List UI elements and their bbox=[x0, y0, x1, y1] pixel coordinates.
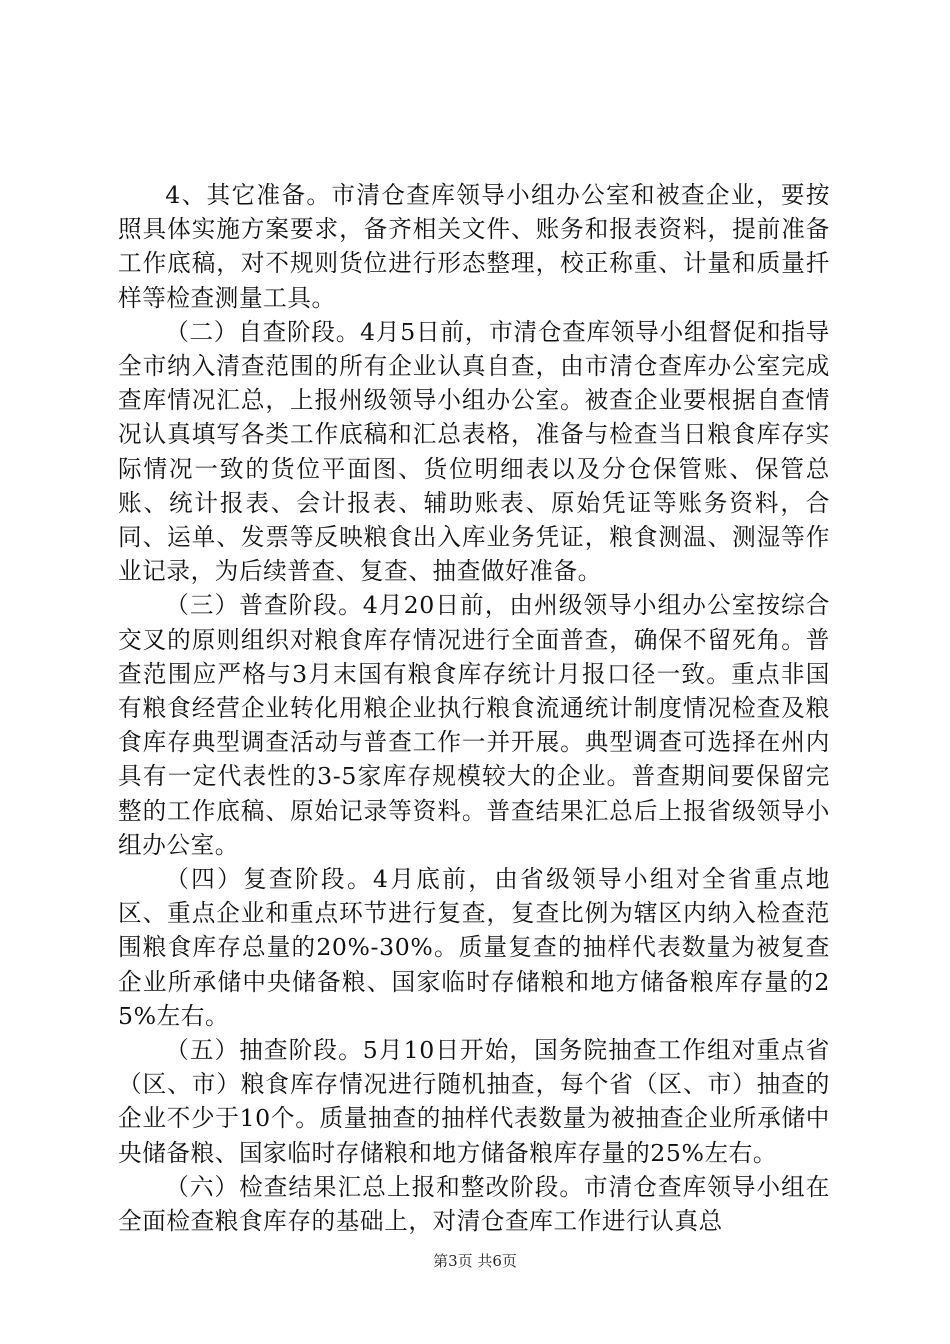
paragraph-review-stage: （四）复查阶段。4月底前，由省级领导小组对全省重点地区、重点企业和重点环节进行复查，复查比例为辖区内纳入检查范围粮食库存总量的20%-30%。质量复查的抽样代表数量为被复查企业所承储中央储备粮、国家临时存储粮和地方储备粮库存量的25%左右。 bbox=[118, 865, 830, 1030]
paragraph-spot-check-stage: （五）抽查阶段。5月10日开始，国务院抽查工作组对重点省（区、市）粮食库存情况进行随机抽查，每个省（区、市）抽查的企业不少于10个。质量抽查的抽样代表数量为被抽查企业所承储中央储备粮、国家临时存储粮和地方储备粮库存量的25%左右。 bbox=[118, 1036, 830, 1167]
paragraph-summary-rectification-stage: （六）检查结果汇总上报和整改阶段。市清仓查库领导小组在全面检查粮食库存的基础上，对清仓查库工作进行认真总 bbox=[118, 1172, 830, 1236]
document-body bbox=[118, 178, 830, 1238]
paragraph-general-survey-stage: （三）普查阶段。4月20日前，由州级领导小组办公室按综合交叉的原则组织对粮食库存情况进行全面普查，确保不留死角。普查范围应严格与3月末国有粮食库存统计月报口径一致。重点非国有粮食经营企业转化用粮企业执行粮食流通统计制度情况检查及粮食库存典型调查活动与普查工作一并开展。典型调查可选择在州内具有一定代表性的3-5家库存规模较大的企业。普查期间要保留完整的工作底稿、原始记录等资料。普查结果汇总后上报省级领导小组办公室。 bbox=[118, 591, 830, 859]
page-number-footer: 第3页 共6页 bbox=[433, 1252, 517, 1270]
paragraph-self-check-stage: （二）自查阶段。4月5日前，市清仓查库领导小组督促和指导全市纳入清查范围的所有企业认真自查，由市清仓查库办公室完成查库情况汇总，上报州级领导小组办公室。被查企业要根据自查情况认真填写各类工作底稿和汇总表格，准备与检查当日粮食库存实际情况一致的货位平面图、货位明细表以及分仓保管账、保管总账、统计报表、会计报表、辅助账表、原始凭证等账务资料，合同、运单、发票等反映粮食出入库业务凭证，粮食测温、测湿等作业记录，为后续普查、复查、抽查做好准备。 bbox=[118, 317, 830, 586]
paragraph-other-preparation: 4、其它准备。市清仓查库领导小组办公室和被查企业，要按照具体实施方案要求，备齐相关文件、账务和报表资料，提前准备工作底稿，对不规则货位进行形态整理，校正称重、计量和质量扦样等检查测量工具。 bbox=[118, 181, 830, 312]
